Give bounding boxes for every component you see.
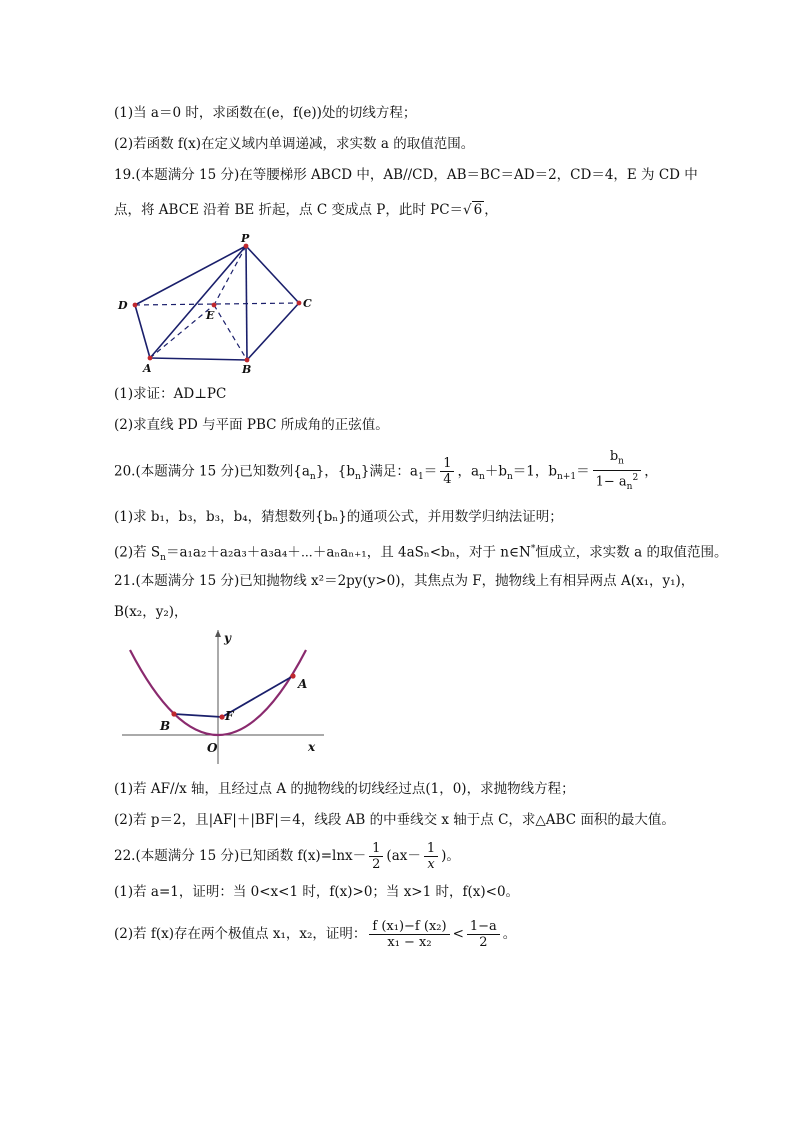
edge-AB <box>150 358 247 360</box>
label-B: B <box>160 719 171 733</box>
q20-text-f: ＋b <box>484 463 507 480</box>
q20-text-b: }，{b <box>315 463 356 480</box>
q19-stem-line2-text: 点，将 ABCE 沿着 BE 折起，点 C 变成点 P，此时 PC＝ <box>114 202 464 218</box>
edge-AP <box>150 246 246 358</box>
point-F <box>219 714 224 719</box>
q21-part1: (1)若 AF//x 轴，且经过点 A 的抛物线的切线经过点(1，0)，求抛物线方程； <box>114 781 575 797</box>
q20-rec-den: $1- a_n^2$ <box>595 472 639 492</box>
edge-DA <box>135 305 150 358</box>
q19-stem-line2-end: ， <box>484 202 498 218</box>
q19-stem-line1: 19.(本题满分 15 分)在等腰梯形 ABCD 中，AB//CD，AB＝BC＝AD＝2，CD＝4，E 为 CD 中 <box>114 167 698 183</box>
point-A <box>290 673 295 678</box>
edge-BC <box>247 303 299 360</box>
edge-AE-dashed <box>150 305 214 358</box>
q22-inverse-fraction <box>424 841 438 872</box>
label-A: A <box>143 362 152 375</box>
edge-PB <box>246 246 247 360</box>
q22-rhs-fraction <box>467 919 500 950</box>
q20-text-end: ， <box>644 463 658 480</box>
sqrt-value: 6 <box>473 202 483 218</box>
q19-figure-folded-trapezoid <box>110 232 325 377</box>
edge-PC <box>246 246 299 303</box>
q20-rec-num: $b_n$ <box>593 449 642 471</box>
axis-arrow-y <box>215 630 221 637</box>
q20-p2-a: (2)若 S <box>114 544 161 561</box>
q20-text-c: }满足：a <box>360 463 418 480</box>
q20-text-a: 20.(本题满分 15 分)已知数列{a <box>114 463 310 480</box>
edge-DP <box>135 246 246 305</box>
q20-a1-num: 1 <box>440 456 454 472</box>
q22-rhs-num: 1−a <box>467 919 500 935</box>
edge-EB-dashed <box>214 305 247 360</box>
point-A <box>148 356 153 361</box>
point-B <box>245 358 250 363</box>
label-y: y <box>224 631 231 645</box>
q20-stem: 20.(本题满分 15 分)已知数列$\{a_n\}$，$\{b_n\}$满足：$a_1=$ $\frac{1}{4}$ ，$a_n+b_n=1$，$b_{n+1}=$ $\frac{b_n}{1- a_n^2}$ ， <box>114 449 658 497</box>
q19-part1: (1)求证：AD⊥PC <box>114 386 227 402</box>
q21-part2: (2)若 p＝2，且|AF|＋|BF|＝4，线段 AB 的中垂线交 x 轴于点 C，求△ABC 面积的最大值。 <box>114 812 675 828</box>
q21-stem-line2: B(x₂，y₂)， <box>114 604 188 620</box>
label-D: D <box>118 299 128 312</box>
q20-p2-b: ＝a₁a₂＋a₂a₃＋a₃a₄＋⋯＋aₙaₙ₊₁，且 4aSₙ<bₙ，对于 n∈N <box>165 544 531 561</box>
label-B: B <box>242 363 252 376</box>
q20-text-g: ＝1，b <box>512 463 558 480</box>
q20-recurrence-fraction <box>593 449 642 495</box>
q22-lhs-num: f (x₁)−f (x₂) <box>369 919 449 935</box>
sqrt-sign: √ <box>463 202 472 218</box>
q22-part1: (1)若 a=1，证明：当 0<x<1 时，f(x)>0；当 x>1 时，f(x)<0。 <box>114 884 520 900</box>
q22-inv-num: 1 <box>424 841 438 857</box>
q22-text-c: )。 <box>441 848 460 864</box>
segment-BF <box>174 714 222 717</box>
label-O: O <box>207 741 218 755</box>
point-D <box>133 303 138 308</box>
q18-part2: (2)若函数 f(x)在定义域内单调递减，求实数 a 的取值范围。 <box>114 136 475 152</box>
label-x: x <box>308 740 316 754</box>
label-F: F <box>225 709 234 723</box>
point-C <box>297 301 302 306</box>
q19-part2: (2)求直线 PD 与平面 PBC 所成角的正弦值。 <box>114 417 389 433</box>
q19-stem-line2 <box>114 201 498 219</box>
q20-rec-den-text: 1− a <box>595 473 627 489</box>
q20-text-d: ＝ <box>423 463 438 480</box>
q22-p2-a: (2)若 f(x)存在两个极值点 x₁，x₂，证明： <box>114 926 367 942</box>
q20-p2-c: 恒成立，求实数 a 的取值范围。 <box>535 544 728 561</box>
label-P: P <box>241 232 250 245</box>
label-E: E <box>206 309 215 322</box>
label-C: C <box>303 297 312 310</box>
q21-stem-line1: 21.(本题满分 15 分)已知抛物线 x²＝2py(y>0)，其焦点为 F，抛物线上有相异两点 A(x₁，y₁)， <box>114 573 695 589</box>
point-B <box>171 711 176 716</box>
q22-ineq-op: < <box>452 926 464 942</box>
q22-part2 <box>114 914 516 954</box>
q20-text-h: ＝ <box>576 463 590 480</box>
point-E <box>212 303 217 308</box>
q22-lhs-fraction <box>369 919 449 950</box>
q22-half-num: 1 <box>369 841 383 857</box>
edge-DC-dashed <box>135 303 299 305</box>
q22-p2-end: 。 <box>502 926 517 942</box>
q20-a1-fraction <box>440 456 454 487</box>
q22-half-den: 2 <box>372 857 381 872</box>
q22-stem <box>114 836 460 876</box>
q22-rhs-den: 2 <box>479 935 488 950</box>
q18-part1: (1)当 a＝0 时，求函数在(e，f(e))处的切线方程； <box>114 105 417 121</box>
q20-a1-den: 4 <box>443 472 452 488</box>
q22-lhs-den: x₁ − x₂ <box>387 935 432 950</box>
q22-inv-den: x <box>427 857 435 872</box>
q20-text-e: ，a <box>457 463 480 480</box>
q21-figure-parabola <box>118 628 338 768</box>
q22-text-a: 22.(本题满分 15 分)已知函数 f(x)=lnx－ <box>114 848 367 864</box>
q20-part1: (1)求 b₁，b₃，b₃，b₄，猜想数列{bₙ}的通项公式，并用数学归纳法证明； <box>114 509 563 525</box>
label-A: A <box>298 677 308 691</box>
q20-rec-num-text: b <box>609 449 619 464</box>
q22-half-fraction <box>369 841 383 872</box>
q22-text-b: (ax－ <box>386 848 421 864</box>
q20-part2: (2)若 $S_n=a_1a_2+a_2a_3+a_3a_4+\cdots+a_na_{n+1}$，且 4aSₙ<bₙ，对于 n∈N*恒成立，求实数 a 的取值范围。 <box>114 544 728 564</box>
